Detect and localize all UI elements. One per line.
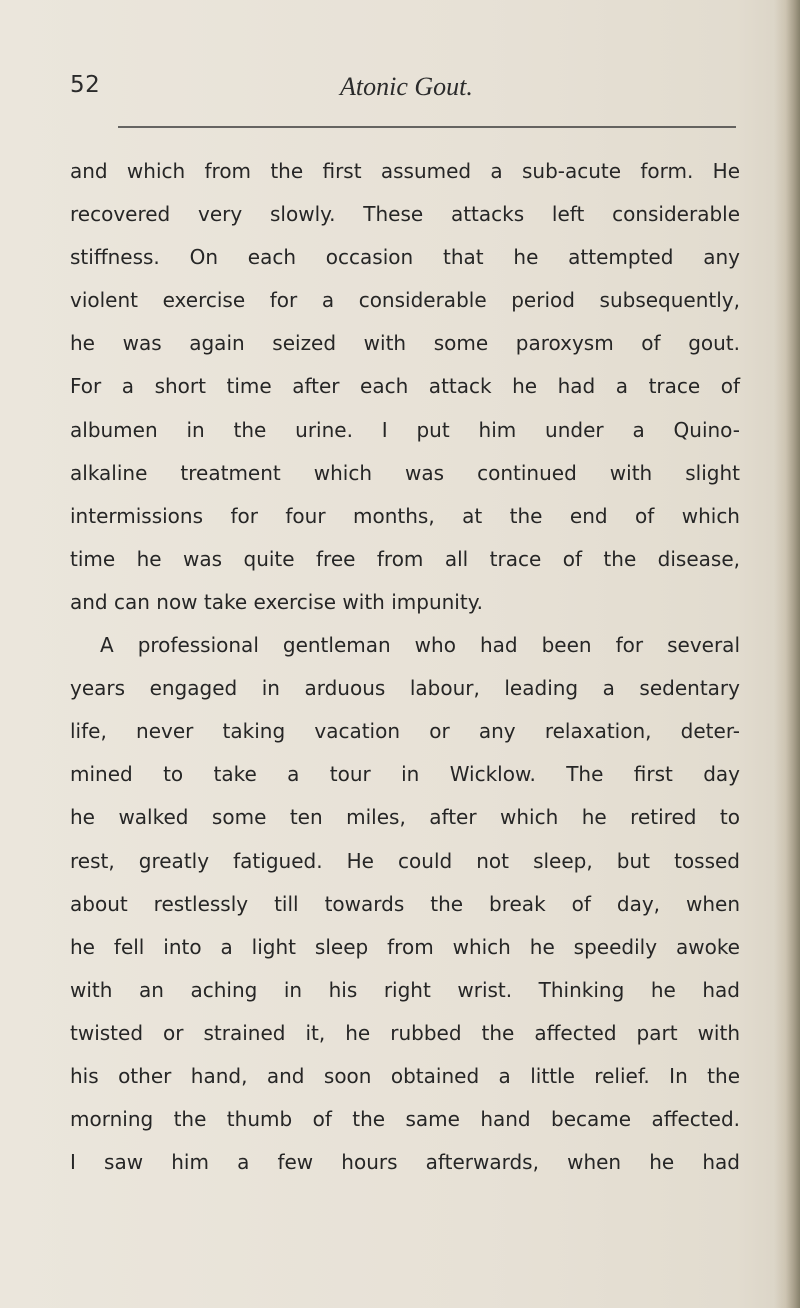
text-line: life, never taking vacation or any relaxation, deter- xyxy=(70,719,740,744)
text-line: time he was quite free from all trace of the disease, xyxy=(70,546,740,571)
text-line: For a short time after each attack he had a trace of xyxy=(70,374,740,399)
text-line: with an aching in his right wrist. Thinking he had xyxy=(70,977,740,1002)
text-line: he walked some ten miles, after which he retired to xyxy=(70,805,740,830)
header-rule xyxy=(118,126,736,128)
text-line: twisted or strained it, he rubbed the affected part with xyxy=(70,1020,740,1045)
page-edge-shadow xyxy=(774,0,800,1308)
running-title: Atonic Gout. xyxy=(340,72,473,101)
text-line: I saw him a few hours afterwards, when he had xyxy=(70,1150,740,1175)
paragraph-start-line: A professional gentleman who had been for several xyxy=(100,633,740,658)
body-text xyxy=(70,150,740,1184)
text-line: stiffness. On each occasion that he attempted any xyxy=(70,245,740,270)
text-line: he fell into a light sleep from which he speedily awoke xyxy=(70,934,740,959)
page-number: 52 xyxy=(70,72,101,98)
text-line: intermissions for four months, at the end of which xyxy=(70,503,740,528)
text-line: mined to take a tour in Wicklow. The first day xyxy=(70,762,740,787)
text-line: recovered very slowly. These attacks left considerable xyxy=(70,202,740,227)
text-line: morning the thumb of the same hand became affected. xyxy=(70,1107,740,1132)
text-line: alkaline treatment which was continued with slight xyxy=(70,460,740,485)
text-line: years engaged in arduous labour, leading a sedentary xyxy=(70,676,740,701)
page-header xyxy=(70,72,740,108)
text-line: and can now take exercise with impunity. xyxy=(70,589,484,614)
text-line: rest, greatly fatigued. He could not sleep, but tossed xyxy=(70,848,740,873)
text-line: his other hand, and soon obtained a little relief. In the xyxy=(70,1063,740,1088)
text-line: and which from the first assumed a sub-acute form. He xyxy=(70,159,740,183)
text-line: albumen in the urine. I put him under a Quino- xyxy=(70,417,740,442)
text-line: violent exercise for a considerable period subsequently, xyxy=(70,288,740,313)
text-line: about restlessly till towards the break of day, when xyxy=(70,891,740,916)
text-line: he was again seized with some paroxysm of gout. xyxy=(70,331,740,356)
